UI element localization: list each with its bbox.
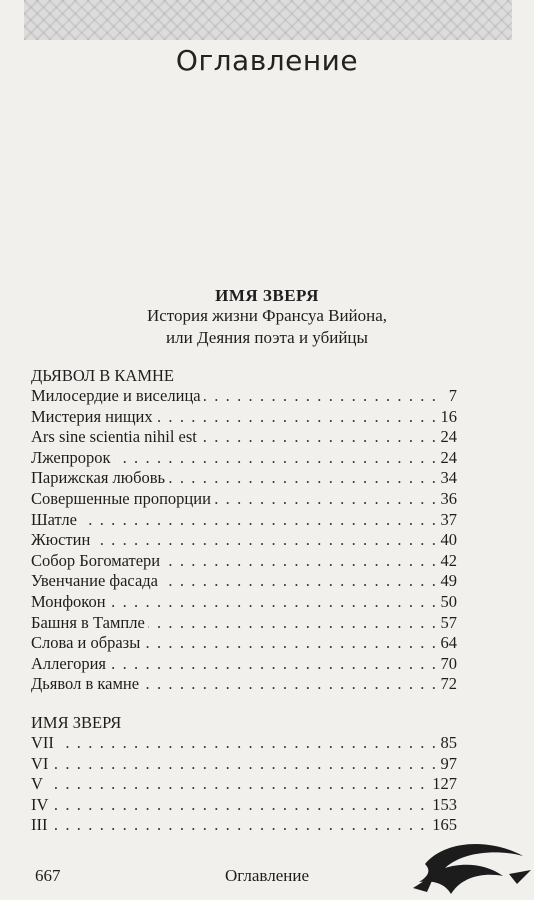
top-ornament-band-icon — [24, 0, 512, 40]
entry-page: 42 — [435, 551, 457, 572]
entry-title: Жюстин — [31, 530, 93, 551]
page-number: 667 — [35, 866, 61, 885]
entry-page: 70 — [435, 654, 457, 675]
entry-title: VI — [31, 754, 51, 775]
entry-page: 34 — [435, 468, 457, 489]
entry-title: Дьявол в камне — [31, 674, 142, 695]
entry-page: 97 — [435, 754, 457, 775]
entry-title: Ars sine scientia nihil est — [31, 427, 200, 448]
entry-page: 127 — [428, 774, 457, 795]
section-title: ДЬЯВОЛ В КАМНЕ — [31, 366, 174, 385]
entry-title: Лжепророк — [31, 448, 114, 469]
entry-page: 50 — [435, 592, 457, 613]
dragon-icon — [405, 834, 534, 900]
toc-entry[interactable] — [31, 815, 457, 836]
dot-leader — [31, 733, 457, 754]
toc-entry[interactable] — [31, 386, 457, 407]
entry-page: 16 — [435, 407, 457, 428]
running-title: Оглавление — [225, 866, 309, 885]
toc-entry[interactable] — [31, 733, 457, 754]
entry-page: 40 — [435, 530, 457, 551]
entry-title: IV — [31, 795, 51, 816]
toc-entry[interactable] — [31, 795, 457, 816]
dot-leader — [31, 774, 457, 795]
section-title: ИМЯ ЗВЕРЯ — [31, 713, 122, 732]
entry-title: VII — [31, 733, 57, 754]
entry-title: Собор Богоматери — [31, 551, 163, 572]
entry-title: Слова и образы — [31, 633, 143, 654]
entry-title: III — [31, 815, 50, 836]
entry-page: 85 — [435, 733, 457, 754]
entry-page: 37 — [435, 510, 457, 531]
entry-title: Монфокон — [31, 592, 109, 613]
entry-page: 57 — [435, 613, 457, 634]
entry-page: 49 — [435, 571, 457, 592]
entry-title: Аллегория — [31, 654, 109, 675]
entry-page: 72 — [435, 674, 457, 695]
entry-page: 7 — [435, 386, 457, 407]
toc-entry[interactable] — [31, 510, 457, 531]
toc-section-devil-in-stone — [0, 365, 534, 695]
entry-title: Увенчание фасада — [31, 571, 161, 592]
entry-title: Шатле — [31, 510, 80, 531]
book-subtitle-line-2: или Деяния поэта и убийцы — [166, 328, 368, 347]
toc-section-name-of-beast — [0, 712, 534, 836]
toc-entry[interactable] — [31, 427, 457, 448]
entry-title: V — [31, 774, 46, 795]
entry-page: 24 — [435, 427, 457, 448]
toc-entry[interactable] — [31, 654, 457, 675]
entry-title: Милосердие и виселица — [31, 386, 204, 407]
dot-leader — [31, 815, 457, 836]
toc-entry[interactable] — [31, 489, 457, 510]
book-subtitle-line-1: История жизни Франсуа Вийона, — [146, 306, 388, 325]
dot-leader — [31, 510, 457, 531]
toc-entry[interactable] — [31, 571, 457, 592]
entry-page: 24 — [435, 448, 457, 469]
entry-title: Мистерия нищих — [31, 407, 156, 428]
toc-entry[interactable] — [31, 592, 457, 613]
toc-entry[interactable] — [31, 774, 457, 795]
entry-page: 36 — [435, 489, 457, 510]
toc-entry[interactable] — [31, 448, 457, 469]
entry-page: 153 — [428, 795, 457, 816]
dot-leader — [31, 795, 457, 816]
entry-page: 165 — [428, 815, 457, 836]
toc-entry[interactable] — [31, 613, 457, 634]
toc-entry[interactable] — [31, 633, 457, 654]
toc-entry[interactable] — [31, 468, 457, 489]
entry-title: Башня в Тампле — [31, 613, 148, 634]
entry-page: 64 — [435, 633, 457, 654]
dot-leader — [31, 530, 457, 551]
book-title: ИМЯ ЗВЕРЯ — [215, 286, 319, 305]
entry-title: Совершенные пропорции — [31, 489, 214, 510]
toc-entry[interactable] — [31, 407, 457, 428]
dot-leader — [31, 754, 457, 775]
toc-entry[interactable] — [31, 551, 457, 572]
toc-entry[interactable] — [31, 530, 457, 551]
entry-title: Парижская любовь — [31, 468, 168, 489]
page-title: Оглавление — [175, 44, 359, 77]
toc-entry[interactable] — [31, 674, 457, 695]
toc-entry[interactable] — [31, 754, 457, 775]
